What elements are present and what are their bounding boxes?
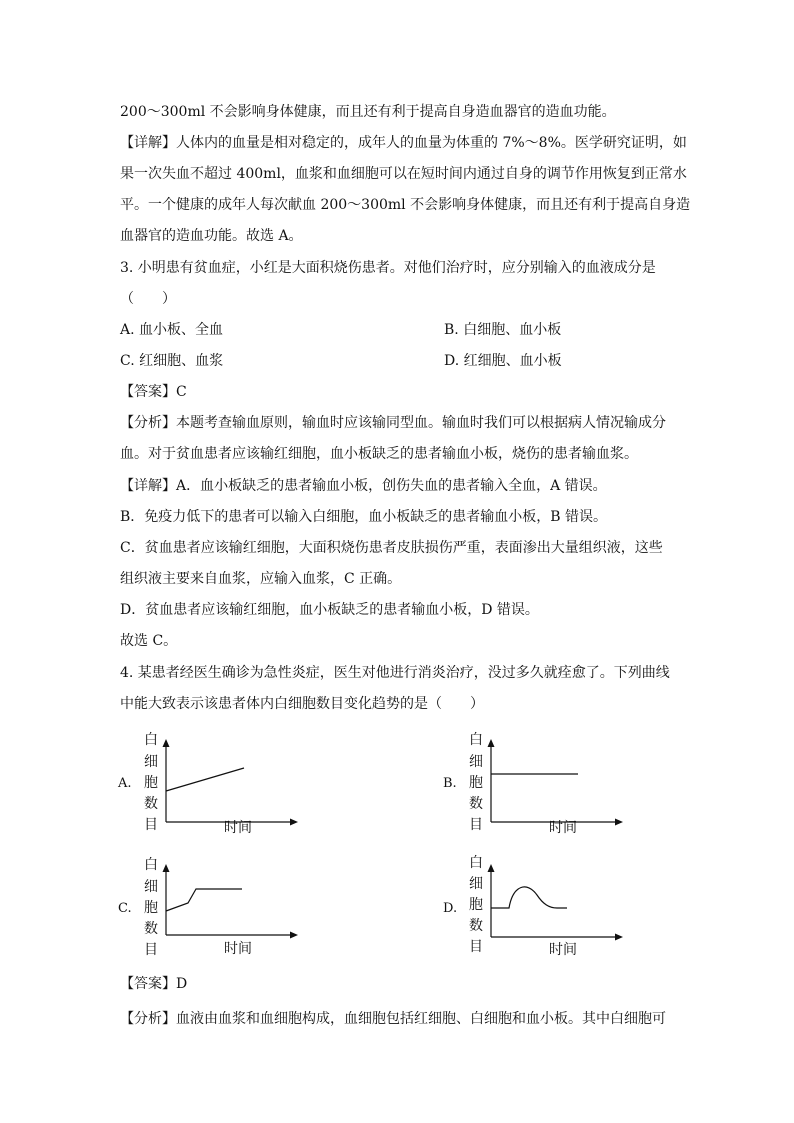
graph-a xyxy=(116,728,296,847)
text-line: 平。一个健康的成年人每次献血 200～300ml 不会影响身体健康，而且还有利于提高自身造 xyxy=(120,197,691,213)
svg-text:细: 细 xyxy=(469,754,483,770)
svg-text:目: 目 xyxy=(469,817,483,833)
question-3-stem: 3. 小明患有贫血症，小红是大面积烧伤患者。对他们治疗时，应分别输入的血液成分是 xyxy=(120,260,656,276)
option-c: C. 红细胞、血浆 xyxy=(120,353,224,369)
curve-peak-return xyxy=(491,887,567,908)
answer-bracket: （ ） xyxy=(120,291,176,307)
analysis-line: 【分析】本题考查输血原则，输血时应该输同型血。输血时我们可以根据病人情况输成分 xyxy=(120,415,666,431)
svg-text:细: 细 xyxy=(469,876,483,892)
svg-text:时间: 时间 xyxy=(224,941,252,957)
graph-letter: D. xyxy=(443,901,458,916)
svg-text:时间: 时间 xyxy=(224,820,252,836)
graph-letter: A. xyxy=(118,776,132,791)
svg-text:细: 细 xyxy=(144,754,158,770)
graph-c xyxy=(116,853,296,972)
svg-text:数: 数 xyxy=(469,796,483,812)
option-d: D. 红细胞、血小板 xyxy=(444,353,562,369)
conclusion-line: 故选 C。 xyxy=(120,633,178,649)
svg-text:细: 细 xyxy=(144,879,158,895)
svg-text:白: 白 xyxy=(469,855,483,871)
detail-line: C．贫血患者应该输红细胞，大面积烧伤患者皮肤损伤严重，表面渗出大量组织液，这些 xyxy=(120,540,663,556)
detail-line: 【详解】A．血小板缺乏的患者输血小板，创伤失血的患者输入全血，A 错误。 xyxy=(120,478,607,494)
svg-text:数: 数 xyxy=(469,918,483,934)
answer-label: 【答案】D xyxy=(120,976,188,992)
text-line: 200～300ml 不会影响身体健康，而且还有利于提高自身造血器官的造血功能。 xyxy=(120,104,616,120)
question-4-stem: 4. 某患者经医生确诊为急性炎症，医生对他进行消炎治疗，没过多久就痊愈了。下列曲线 xyxy=(120,665,670,681)
svg-text:胞: 胞 xyxy=(144,900,158,916)
analysis-line: 【分析】血液由血浆和血细胞构成，血细胞包括红细胞、白细胞和血小板。其中白细胞可 xyxy=(120,1011,666,1027)
curve-rise-plateau xyxy=(166,889,242,911)
svg-text:胞: 胞 xyxy=(469,897,483,913)
svg-text:胞: 胞 xyxy=(469,775,483,791)
question-4-stem: 中能大致表示该患者体内白细胞数目变化趋势的是（ ） xyxy=(120,696,484,712)
detail-line: B．免疫力低下的患者可以输入白细胞，血小板缺乏的患者输血小板，B 错误。 xyxy=(120,509,608,525)
svg-text:目: 目 xyxy=(144,817,158,833)
curve-rising xyxy=(166,768,244,791)
svg-text:白: 白 xyxy=(144,857,158,873)
graph-letter: B. xyxy=(443,776,457,791)
analysis-line: 血。对于贫血患者应该输红细胞，血小板缺乏的患者输血小板，烧伤的患者输血浆。 xyxy=(120,446,638,462)
graph-b xyxy=(441,728,621,847)
svg-text:白: 白 xyxy=(144,732,158,748)
svg-text:目: 目 xyxy=(144,942,158,958)
detail-line: 组织液主要来自血浆，应输入血浆，C 正确。 xyxy=(120,571,402,587)
graph-d xyxy=(441,853,621,972)
svg-text:时间: 时间 xyxy=(549,820,577,836)
text-line: 果一次失血不超过 400ml，血浆和血细胞可以在短时间内通过自身的调节作用恢复到正常水 xyxy=(120,166,687,182)
option-b: B. 白细胞、血小板 xyxy=(444,322,562,338)
svg-text:时间: 时间 xyxy=(549,942,577,958)
graph-letter: C. xyxy=(118,901,132,916)
option-a: A. 血小板、全血 xyxy=(120,322,224,338)
detail-line: D．贫血患者应该输红细胞，血小板缺乏的患者输血小板，D 错误。 xyxy=(120,602,539,618)
svg-text:数: 数 xyxy=(144,921,158,937)
svg-text:胞: 胞 xyxy=(144,775,158,791)
text-line: 血器官的造血功能。故选 A。 xyxy=(120,228,303,244)
answer-label: 【答案】C xyxy=(120,384,187,400)
text-line: 【详解】人体内的血量是相对稳定的，成年人的血量为体重的 7%～8%。医学研究证明，如 xyxy=(120,135,687,151)
svg-text:目: 目 xyxy=(469,939,483,955)
svg-text:白: 白 xyxy=(469,732,483,748)
svg-text:数: 数 xyxy=(144,796,158,812)
